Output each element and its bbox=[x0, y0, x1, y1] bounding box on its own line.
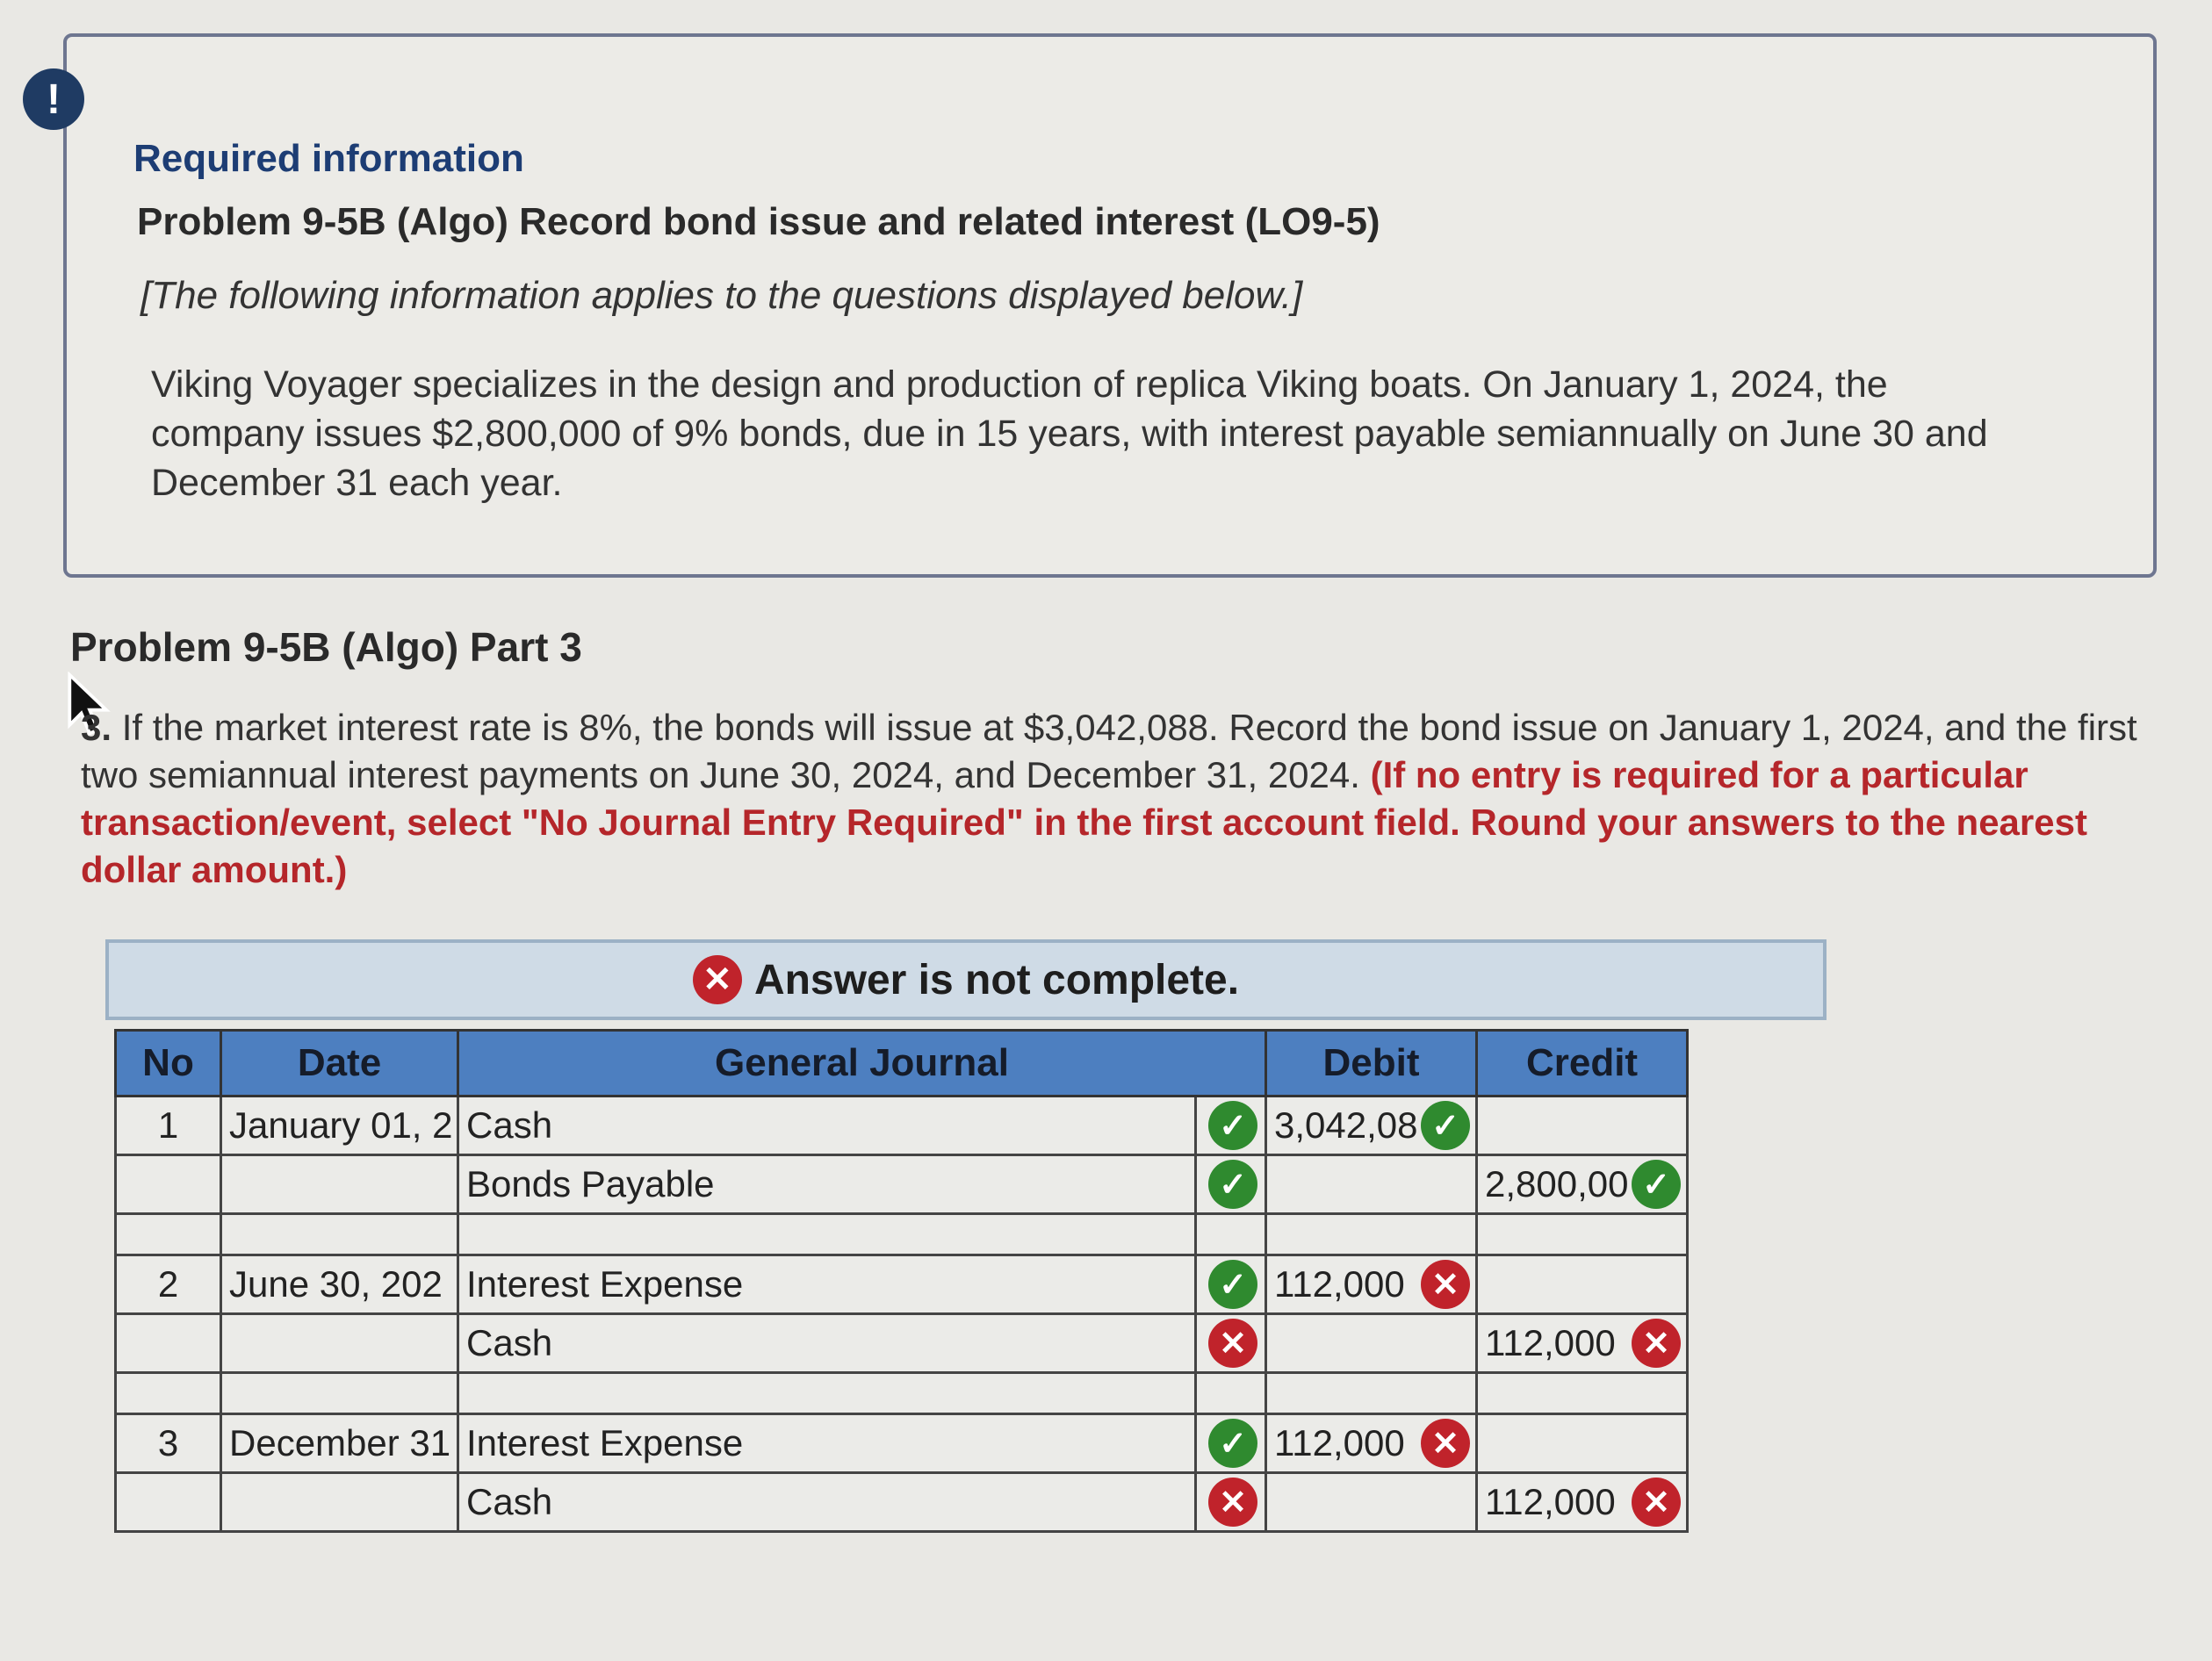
credit-field[interactable] bbox=[1477, 1414, 1688, 1473]
header-debit: Debit bbox=[1266, 1031, 1477, 1097]
problem-title: Problem 9-5B (Algo) Record bond issue and related interest (LO9-5) bbox=[137, 200, 1380, 243]
x-circle-icon: ✕ bbox=[1208, 1319, 1257, 1368]
table-row-spacer bbox=[116, 1373, 1688, 1414]
debit-value: 112,000 bbox=[1274, 1263, 1405, 1305]
table-header-row bbox=[116, 1031, 1688, 1097]
account-field[interactable]: Interest Expense bbox=[458, 1255, 1196, 1314]
credit-field[interactable] bbox=[1477, 1255, 1688, 1314]
debit-value: 3,042,08 bbox=[1274, 1104, 1418, 1146]
check-icon: ✓ bbox=[1208, 1419, 1257, 1468]
table-row bbox=[116, 1314, 1688, 1373]
question-instruction: (If no entry is required for a particular transaction/event, select "No Journal Entry Required" in the first account field. Round your answers to the nearest dollar amount.) bbox=[81, 754, 2087, 890]
required-info-title: Required information bbox=[133, 137, 524, 180]
check-icon: ✓ bbox=[1421, 1101, 1470, 1150]
table-row bbox=[116, 1255, 1688, 1314]
check-icon: ✓ bbox=[1208, 1260, 1257, 1309]
account-field[interactable]: Cash bbox=[458, 1314, 1196, 1373]
debit-field[interactable] bbox=[1266, 1155, 1477, 1214]
credit-field[interactable] bbox=[1477, 1314, 1688, 1373]
account-field[interactable]: Bonds Payable bbox=[458, 1155, 1196, 1214]
date-field[interactable]: December 31 bbox=[221, 1414, 458, 1473]
entry-number: 2 bbox=[116, 1255, 221, 1314]
x-circle-icon: ✕ bbox=[693, 955, 742, 1004]
credit-value: 2,800,00 bbox=[1485, 1163, 1629, 1204]
part-title: Problem 9-5B (Algo) Part 3 bbox=[70, 624, 582, 670]
header-general-journal: General Journal bbox=[458, 1031, 1266, 1097]
debit-field[interactable] bbox=[1266, 1097, 1477, 1155]
check-icon: ✓ bbox=[1208, 1160, 1257, 1209]
question-number: 3. bbox=[81, 707, 112, 748]
header-no: No bbox=[116, 1031, 221, 1097]
answer-status-text: Answer is not complete. bbox=[753, 956, 1240, 1003]
debit-value: 112,000 bbox=[1274, 1422, 1405, 1463]
date-field[interactable] bbox=[221, 1473, 458, 1532]
debit-field[interactable] bbox=[1266, 1414, 1477, 1473]
x-circle-icon: ✕ bbox=[1632, 1319, 1681, 1368]
question-body: If the market interest rate is 8%, the bonds will issue at $3,042,088. Record the bond issue on January 1, 2024, and the first two semiannual interest payments on June 30, 2024, and December 31, 2024. bbox=[81, 707, 2137, 795]
info-note: [The following information applies to the questions displayed below.] bbox=[141, 274, 1303, 317]
account-field[interactable]: Cash bbox=[458, 1097, 1196, 1155]
check-icon: ✓ bbox=[1208, 1101, 1257, 1150]
credit-field[interactable] bbox=[1477, 1155, 1688, 1214]
general-journal-table bbox=[114, 1029, 1689, 1533]
alert-icon: ! bbox=[23, 68, 84, 130]
table-row bbox=[116, 1155, 1688, 1214]
credit-value: 112,000 bbox=[1485, 1322, 1616, 1363]
debit-field[interactable] bbox=[1266, 1255, 1477, 1314]
debit-field[interactable] bbox=[1266, 1473, 1477, 1532]
x-circle-icon: ✕ bbox=[1208, 1478, 1257, 1527]
table-row bbox=[116, 1473, 1688, 1532]
account-field[interactable]: Interest Expense bbox=[458, 1414, 1196, 1473]
debit-field[interactable] bbox=[1266, 1314, 1477, 1373]
table-row-spacer bbox=[116, 1214, 1688, 1255]
table-row bbox=[116, 1414, 1688, 1473]
header-credit: Credit bbox=[1477, 1031, 1688, 1097]
question-text bbox=[81, 704, 2153, 894]
credit-field[interactable] bbox=[1477, 1473, 1688, 1532]
date-field[interactable] bbox=[221, 1314, 458, 1373]
entry-number: 1 bbox=[116, 1097, 221, 1155]
date-field[interactable] bbox=[221, 1155, 458, 1214]
credit-value: 112,000 bbox=[1485, 1481, 1616, 1522]
x-circle-icon: ✕ bbox=[1421, 1260, 1470, 1309]
credit-field[interactable] bbox=[1477, 1097, 1688, 1155]
entry-number: 3 bbox=[116, 1414, 221, 1473]
account-field[interactable]: Cash bbox=[458, 1473, 1196, 1532]
x-circle-icon: ✕ bbox=[1421, 1419, 1470, 1468]
problem-description: Viking Voyager specializes in the design and production of replica Viking boats. On January 1, 2024, the company issues $2,800,000 of 9% bonds, due in 15 years, with interest payable semiannually on June 30 and December 31 each year. bbox=[151, 363, 1988, 504]
header-date: Date bbox=[221, 1031, 458, 1097]
x-circle-icon: ✕ bbox=[1632, 1478, 1681, 1527]
date-field[interactable]: January 01, 2 bbox=[221, 1097, 458, 1155]
check-icon: ✓ bbox=[1632, 1160, 1681, 1209]
answer-status-banner bbox=[105, 939, 1827, 1020]
date-field[interactable]: June 30, 202 bbox=[221, 1255, 458, 1314]
table-row bbox=[116, 1097, 1688, 1155]
